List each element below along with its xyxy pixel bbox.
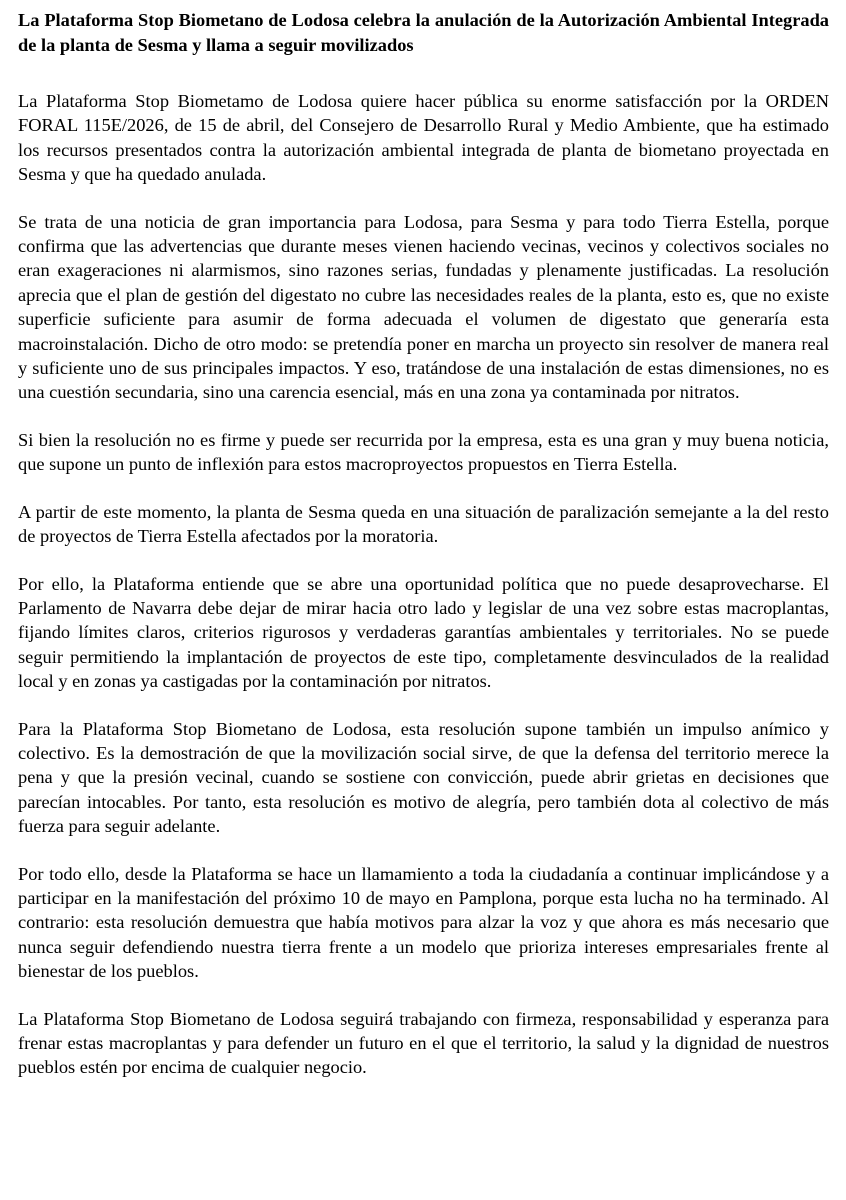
paragraph-3: Si bien la resolución no es firme y puede ser recurrida por la empresa, esta es una gran y muy buena noticia, que supone un punto de inflexión para estos macroproyectos propuestos en Tierra Estella. [18, 429, 829, 475]
paragraph-1: La Plataforma Stop Biometamo de Lodosa quiere hacer pública su enorme satisfacción por la ORDEN FORAL 115E/2026, de 15 de abril, del Consejero de Desarrollo Rural y Medio Ambiente, que ha estimado los recursos presentados contra la autorización ambiental integrada de planta de biometano proyectada en Sesma y que ha quedado anulada. [18, 91, 829, 185]
press-release-document [18, 8, 829, 1103]
paragraph-6: Para la Plataforma Stop Biometano de Lodosa, esta resolución supone también un impulso anímico y colectivo. Es la demostración de que la movilización social sirve, de que la defensa del territorio merece la pena y que la presión vecinal, cuando se sostiene con convicción, puede abrir grietas en decisiones que parecían intocables. Por tanto, esta resolución es motivo de alegría, pero también dota al colectivo de más fuerza para seguir adelante. [18, 718, 829, 837]
paragraph-2: Se trata de una noticia de gran importancia para Lodosa, para Sesma y para todo Tierra Estella, porque confirma que las advertencias que durante meses vienen haciendo vecinas, vecinos y colectivos sociales no eran exageraciones ni alarmismos, sino razones serias, fundadas y plenamente justificadas. La resolución aprecia que el plan de gestión del digestato no cubre las necesidades reales de la planta, esto es, que no existe superficie suficiente para asumir de forma adecuada el volumen de digestato que generaría esta macroinstalación. Dicho de otro modo: se pretendía poner en marcha un proyecto sin resolver de manera real y suficiente uno de sus principales impactos. Y eso, tratándose de una instalación de estas dimensiones, no es una cuestión secundaria, sino una carencia esencial, más en una zona ya contaminada por nitratos. [18, 211, 829, 403]
paragraph-5: Por ello, la Plataforma entiende que se abre una oportunidad política que no puede desaprovecharse. El Parlamento de Navarra debe dejar de mirar hacia otro lado y legislar de una vez sobre estas macroplantas, fijando límites claros, criterios rigurosos y verdaderas garantías ambientales y territoriales. No se puede seguir permitiendo la implantación de proyectos de este tipo, completamente desvinculados de la realidad local y en zonas ya castigadas por la contaminación por nitratos. [18, 573, 829, 692]
paragraph-8: La Plataforma Stop Biometano de Lodosa seguirá trabajando con firmeza, responsabilidad y esperanza para frenar estas macroplantas y para defender un futuro en el que el territorio, la salud y la dignidad de nuestros pueblos estén por encima de cualquier negocio. [18, 1008, 829, 1078]
document-title: La Plataforma Stop Biometano de Lodosa celebra la anulación de la Autorización Ambiental Integrada de la planta de Sesma y llama a seguir movilizados [18, 10, 829, 55]
paragraph-4: A partir de este momento, la planta de Sesma queda en una situación de paralización semejante a la del resto de proyectos de Tierra Estella afectados por la moratoria. [18, 501, 829, 547]
paragraph-7: Por todo ello, desde la Plataforma se hace un llamamiento a toda la ciudadanía a continuar implicándose y a participar en la manifestación del próximo 10 de mayo en Pamplona, porque esta lucha no ha terminado. Al contrario: esta resolución demuestra que había motivos para alzar la voz y que ahora es más necesario que nunca seguir defendiendo nuestra tierra frente a un modelo que prioriza intereses empresariales frente al bienestar de los pueblos. [18, 863, 829, 982]
